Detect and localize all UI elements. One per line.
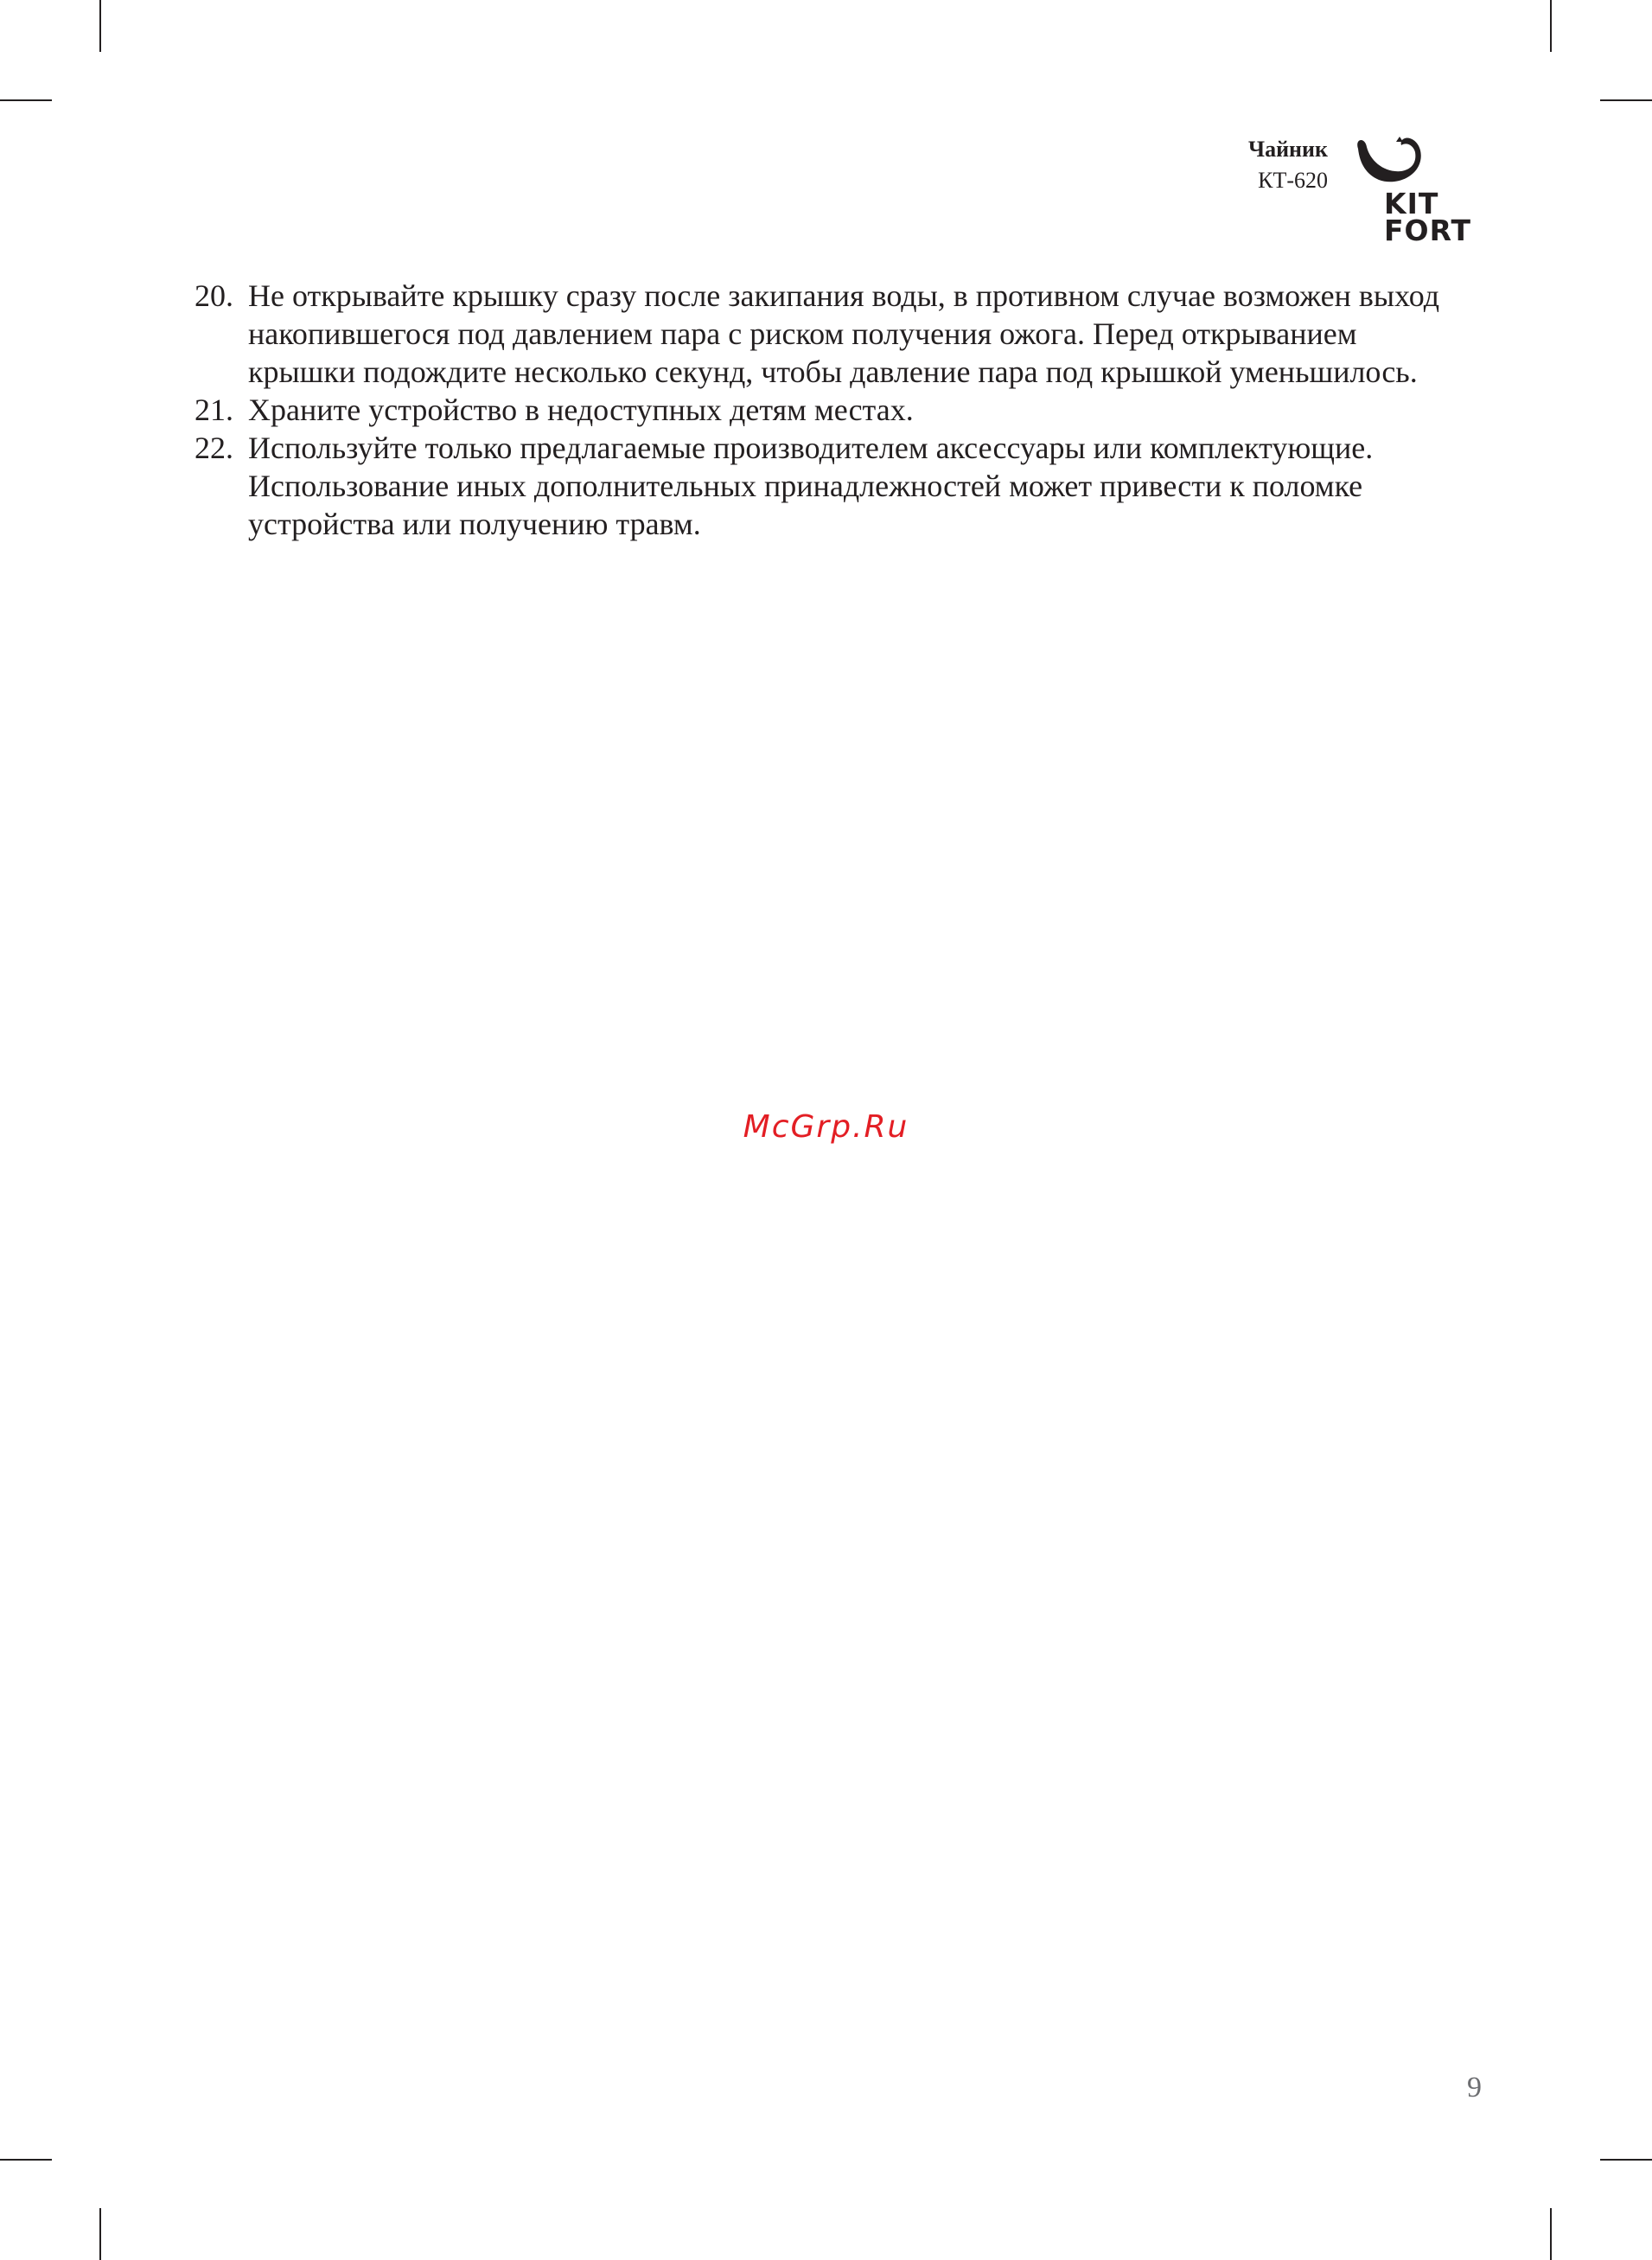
item-text: Храните устройство в недоступных детям местах. bbox=[248, 393, 914, 427]
list-item bbox=[195, 429, 1457, 543]
item-number: 21. bbox=[195, 393, 233, 427]
crop-mark bbox=[1550, 0, 1552, 52]
crop-mark bbox=[0, 2159, 52, 2161]
item-text: Используйте только предлагаемые производителем аксессуары или комплектующие. Использование иных дополнительных принадлежностей может привести к поломке устройства или получению травм. bbox=[248, 431, 1374, 541]
crop-mark bbox=[1550, 2208, 1552, 2260]
crop-mark bbox=[1600, 99, 1652, 101]
item-number: 20. bbox=[195, 278, 233, 313]
logo-line-1: KIT bbox=[1384, 187, 1439, 220]
crop-mark bbox=[0, 99, 52, 101]
product-name: Чайник bbox=[1247, 137, 1328, 162]
product-model: КТ-620 bbox=[1258, 168, 1328, 193]
page-header bbox=[1248, 134, 1328, 196]
logo-line-2: FORT bbox=[1384, 214, 1472, 247]
crop-mark bbox=[99, 2208, 101, 2260]
watermark: McGrp.Ru bbox=[743, 1109, 909, 1145]
whale-icon bbox=[1353, 137, 1422, 187]
item-number: 22. bbox=[195, 431, 233, 465]
crop-mark bbox=[1600, 2159, 1652, 2161]
instructions-list bbox=[195, 277, 1457, 543]
list-item bbox=[195, 391, 1457, 429]
item-text: Не открывайте крышку сразу после закипания воды, в противном случае возможен выход накопившегося под давлением пара с риском получения ожога. Перед открыванием крышки подождите несколько секунд, чтобы давление пара под крышкой уменьшилось. bbox=[248, 278, 1440, 389]
kitfort-logo bbox=[1353, 137, 1472, 247]
list-item bbox=[195, 277, 1457, 391]
crop-mark bbox=[99, 0, 101, 52]
page-number: 9 bbox=[1467, 2072, 1482, 2104]
